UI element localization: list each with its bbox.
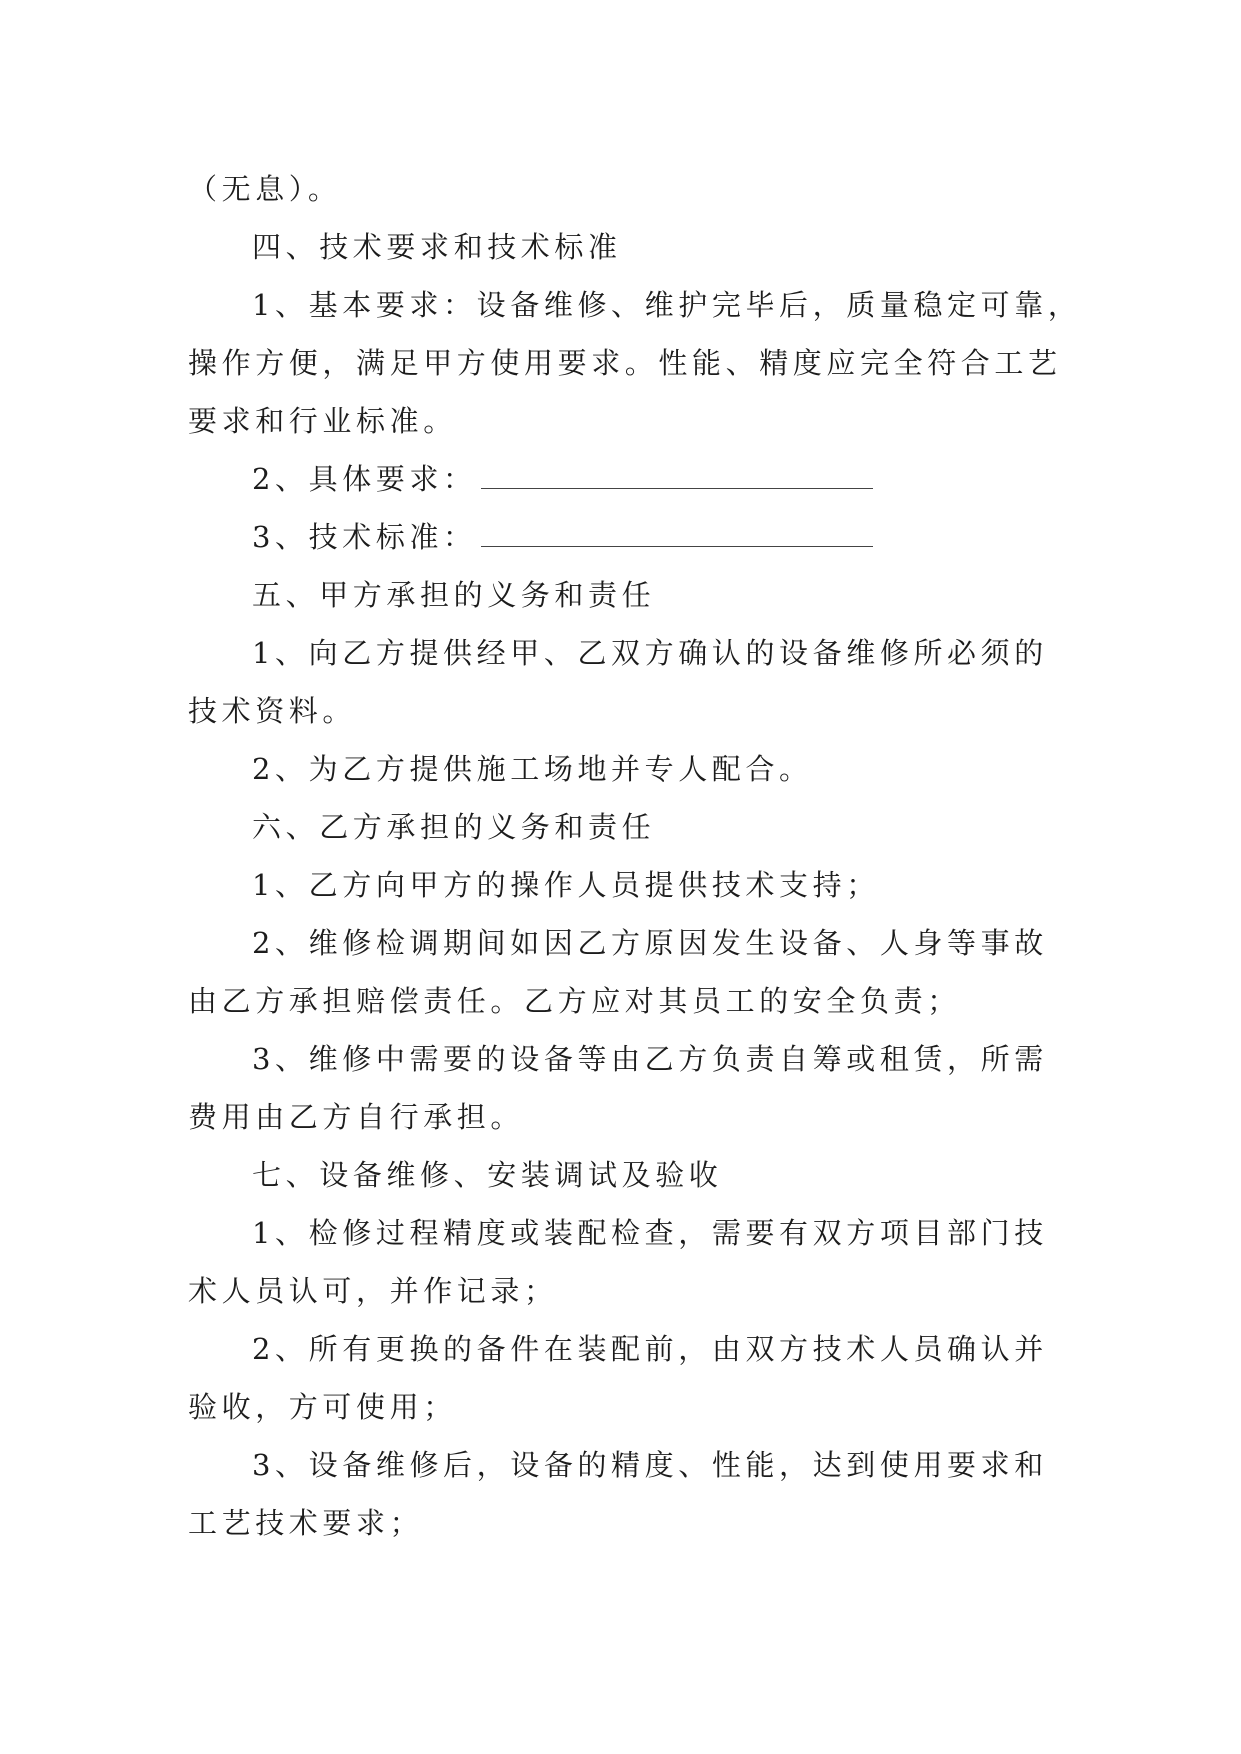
text-line: 1、检修过程精度或装配检查，需要有双方项目部门技 [252, 1216, 1048, 1250]
text-line: 3、设备维修后，设备的精度、性能，达到使用要求和 [252, 1448, 1048, 1482]
text-line: 费用由乙方自行承担。 [188, 1100, 525, 1134]
document-body [188, 160, 1082, 1552]
fill-in-line [188, 508, 1056, 566]
section-heading: 七、设备维修、安装调试及验收 [252, 1158, 723, 1192]
text-line: （无息）。 [188, 172, 342, 206]
text-line: 1、基本要求：设备维修、维护完毕后，质量稳定可靠， [252, 288, 1082, 322]
section-heading: 四、技术要求和技术标准 [252, 230, 622, 264]
section-heading: 六、乙方承担的义务和责任 [252, 810, 656, 844]
fill-in-label: 3、技术标准： [252, 520, 477, 554]
text-line: 工艺技术要求； [188, 1506, 424, 1540]
text-line: 要求和行业标准。 [188, 404, 457, 438]
text-line: 操作方便，满足甲方使用要求。性能、精度应完全符合工艺 [188, 346, 1062, 380]
fill-in-label: 2、具体要求： [252, 462, 477, 496]
text-line: 2、所有更换的备件在装配前，由双方技术人员确认并 [252, 1332, 1048, 1366]
text-line: 由乙方承担赔偿责任。乙方应对其员工的安全负责； [188, 984, 961, 1018]
text-line: 1、向乙方提供经甲、乙双方确认的设备维修所必须的 [252, 636, 1048, 670]
text-line: 术人员认可，并作记录； [188, 1274, 558, 1308]
section-heading: 五、甲方承担的义务和责任 [252, 578, 656, 612]
text-line: 3、维修中需要的设备等由乙方负责自筹或租赁，所需 [252, 1042, 1048, 1076]
blank-underline [481, 516, 873, 547]
text-line: 2、为乙方提供施工场地并专人配合。 [252, 752, 813, 786]
fill-in-line [188, 450, 1056, 508]
text-line: 技术资料。 [188, 694, 357, 728]
text-line: 验收，方可使用； [188, 1390, 457, 1424]
text-line: 2、维修检调期间如因乙方原因发生设备、人身等事故 [252, 926, 1048, 960]
blank-underline [481, 458, 873, 489]
text-line: 1、乙方向甲方的操作人员提供技术支持； [252, 868, 880, 902]
